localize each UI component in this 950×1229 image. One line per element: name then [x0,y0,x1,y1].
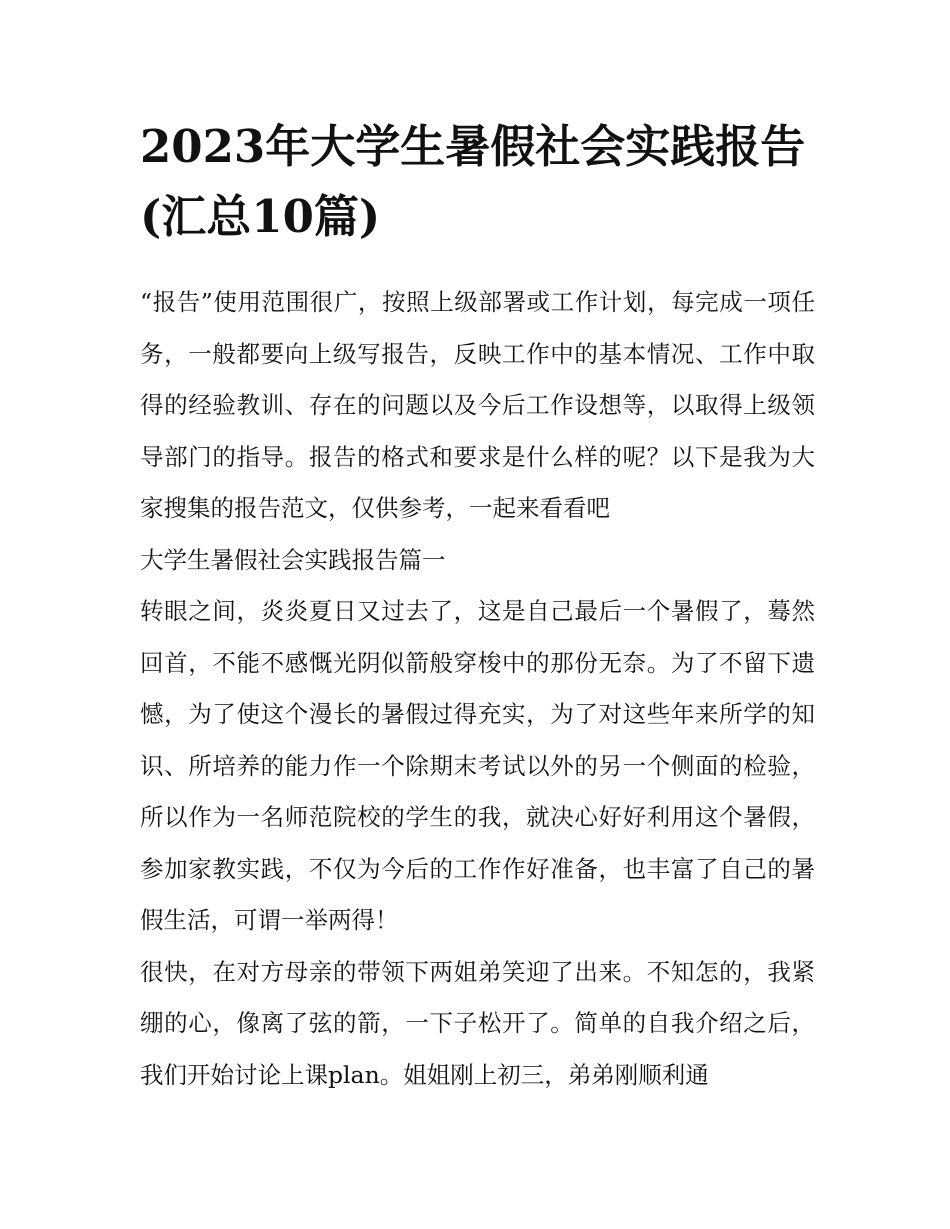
document-body [140,277,815,1101]
body-paragraph-2: 很快，在对方母亲的带领下两姐弟笑迎了出来。不知怎的，我紧绷的心，像离了弦的箭，一下子松开了。简单的自我介绍之后，我们开始讨论上课plan。姐姐刚上初三，弟弟刚顺利通 [140,957,815,1089]
section-heading: 大学生暑假社会实践报告篇一 [140,545,446,574]
intro-paragraph: “报告”使用范围很广，按照上级部署或工作计划，每完成一项任务，一般都要向上级写报告，反映工作中的基本情况、工作中取得的经验教训、存在的问题以及今后工作设想等，以取得上级领导部门的指导。报告的格式和要求是什么样的呢？以下是我为大家搜集的报告范文，仅供参考，一起来看看吧 [140,288,815,522]
body-paragraph-1: 转眼之间，炎炎夏日又过去了，这是自己最后一个暑假了，蓦然回首，不能不感慨光阴似箭般穿梭中的那份无奈。为了不留下遗憾，为了使这个漫长的暑假过得充实，为了对这些年来所学的知识、所培养的能力作一个除期末考试以外的另一个侧面的检验，所以作为一名师范院校的学生的我，就决心好好利用这个暑假，参加家教实践，不仅为今后的工作作好准备，也丰富了自己的暑假生活，可谓一举两得！ [140,597,815,934]
document-title: 2023年大学生暑假社会实践报告(汇总10篇) [140,120,806,243]
